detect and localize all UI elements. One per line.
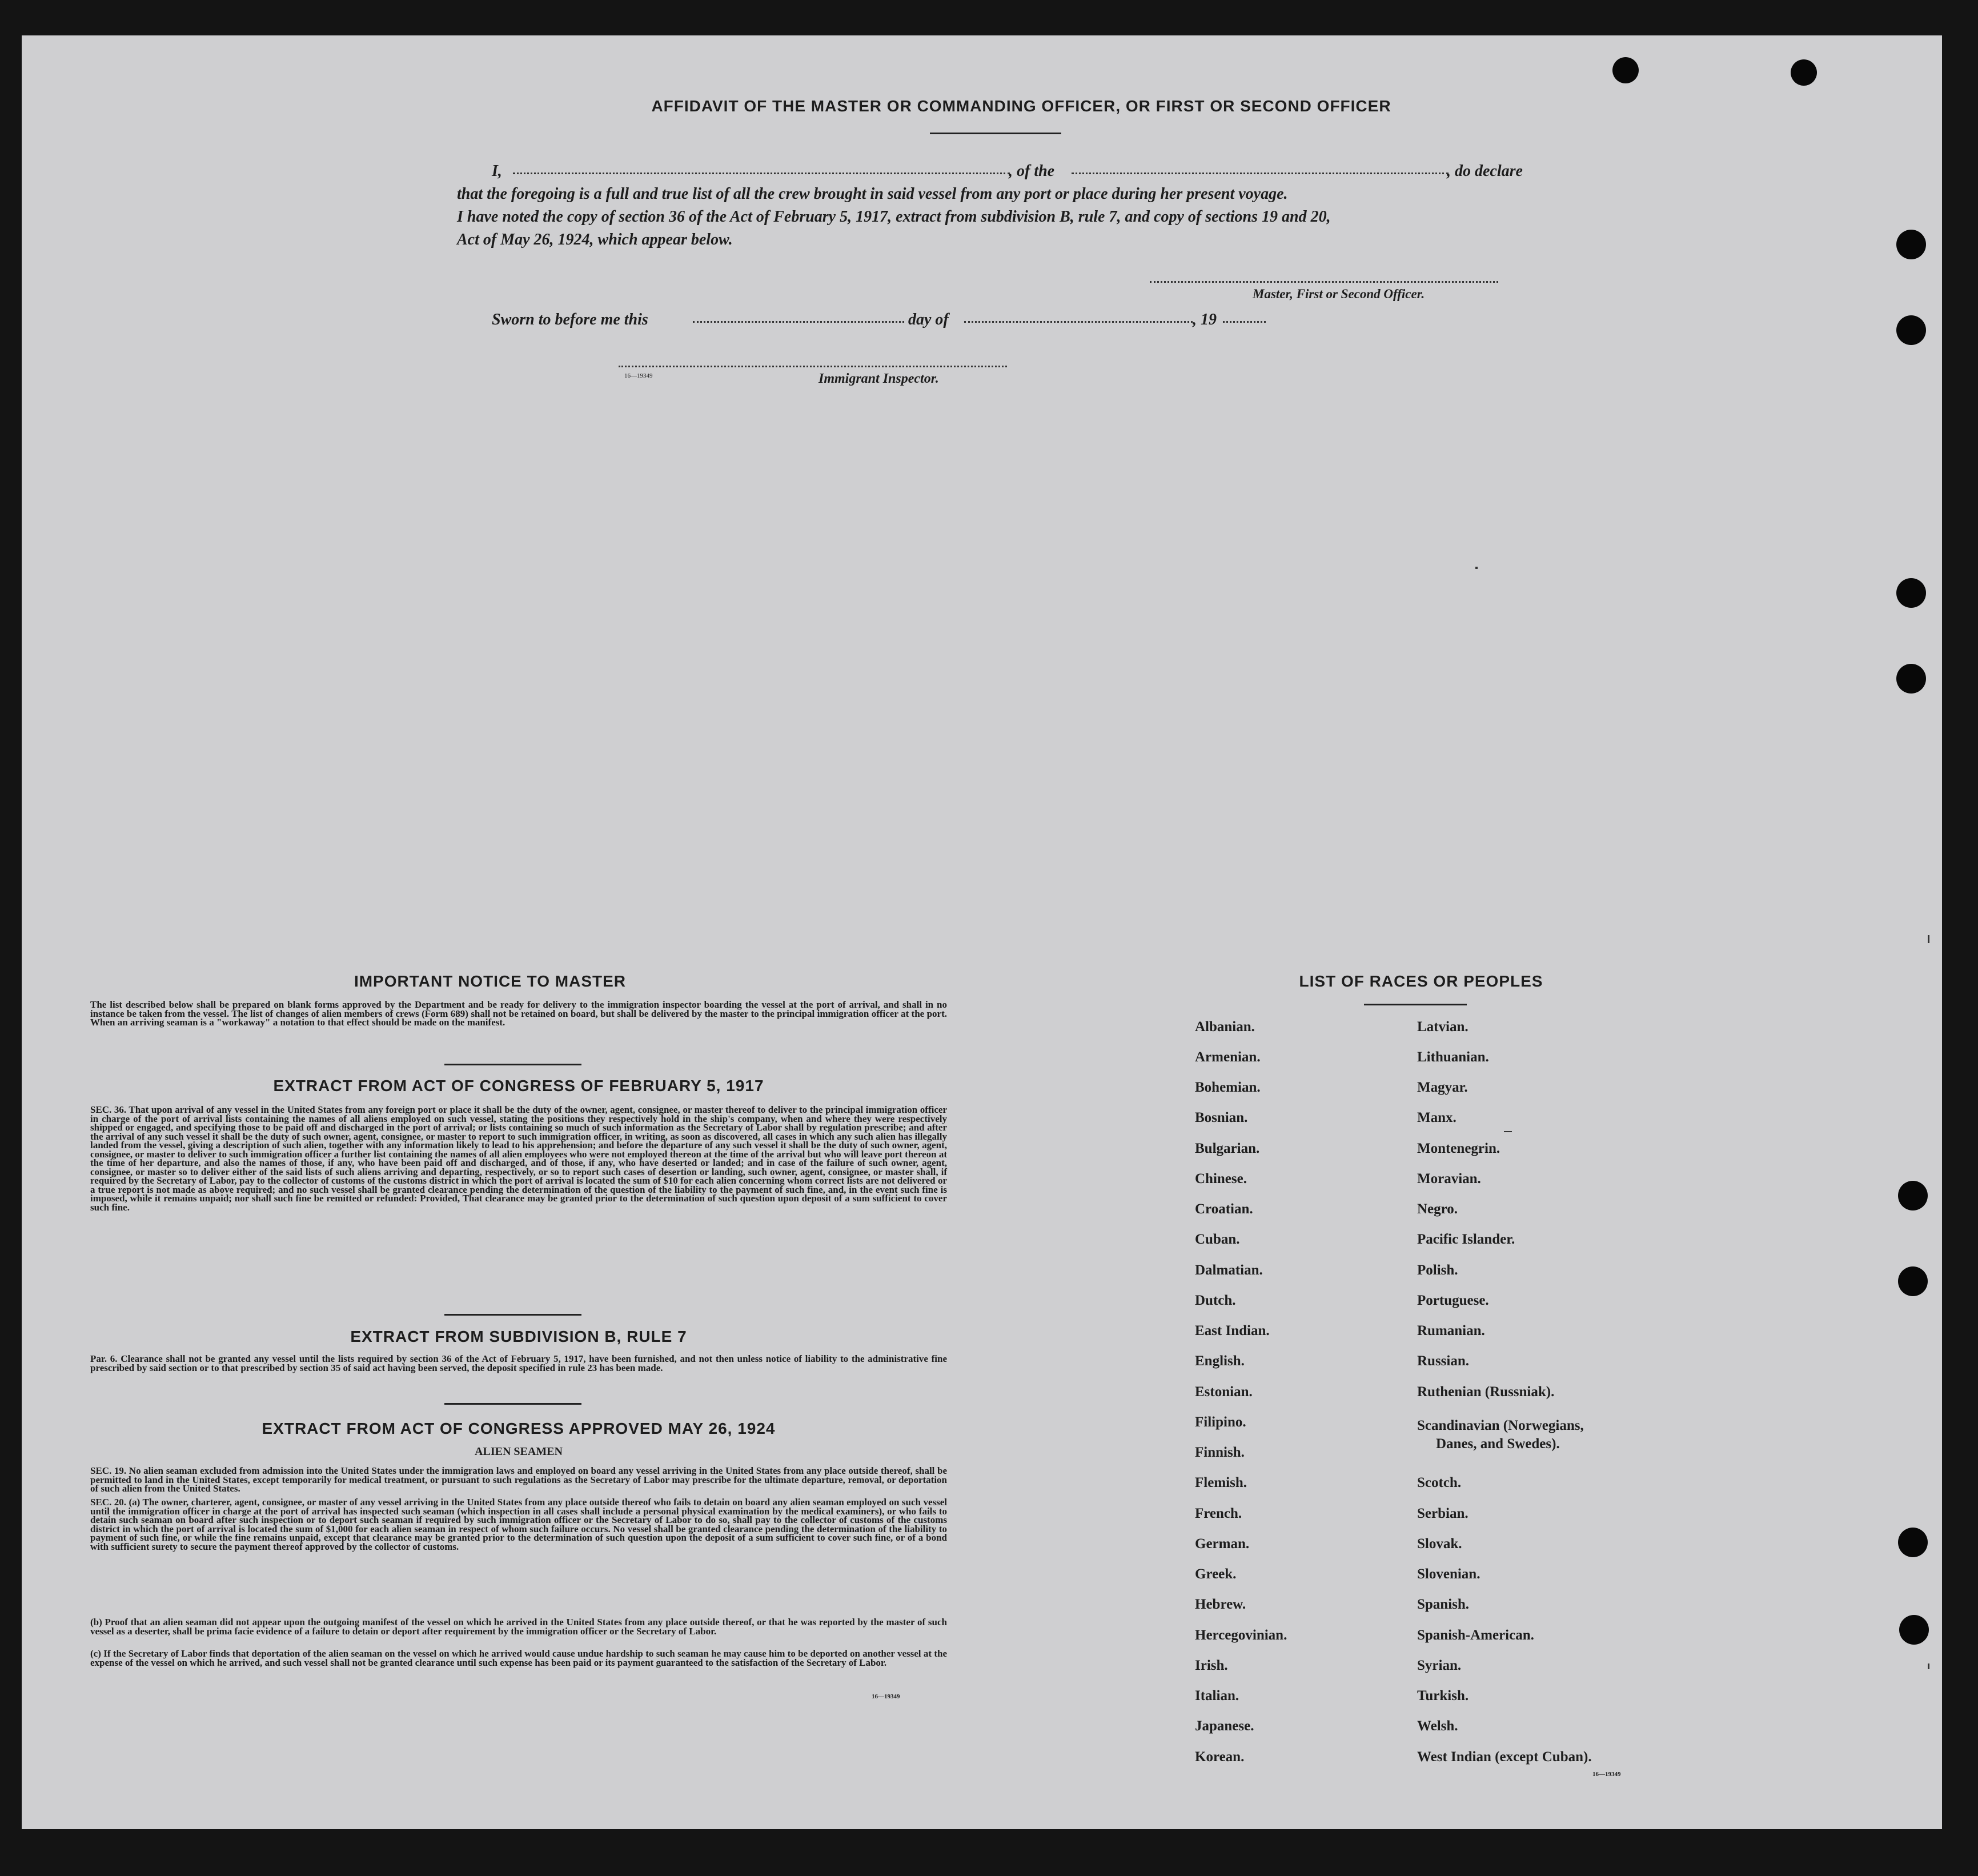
race-item: Cuban. (1195, 1232, 1240, 1247)
race-item: Slovak. (1417, 1536, 1462, 1552)
affidavit-line3: I have noted the copy of section 36 of the Act of February 5, 1917, extract from subdivision B, rule 7, and copy of sections 19 and 20, (457, 208, 1331, 226)
race-item: West Indian (except Cuban). (1417, 1749, 1592, 1765)
race-item: Spanish-American. (1417, 1628, 1534, 1643)
affidavit-line4: Act of May 26, 1924, which appear below. (457, 231, 733, 248)
race-item: Bohemian. (1195, 1080, 1261, 1095)
race-item: Spanish. (1417, 1597, 1470, 1612)
race-item: Estonian. (1195, 1384, 1253, 1400)
officer-caption: Master, First or Second Officer. (1253, 287, 1425, 301)
notice-title: IMPORTANT NOTICE TO MASTER (354, 972, 627, 990)
race-item: Hebrew. (1195, 1597, 1246, 1612)
race-item: East Indian. (1195, 1323, 1270, 1338)
race-item: Lithuanian. (1417, 1049, 1489, 1065)
month-blank (964, 321, 1193, 323)
race-item: Turkish. (1417, 1688, 1469, 1703)
scan-speck (1928, 935, 1929, 943)
punch-hole (1896, 664, 1926, 694)
day-of-text: day of (908, 311, 949, 328)
form-number: 16—19349 (872, 1693, 900, 1700)
race-item: German. (1195, 1536, 1250, 1552)
race-item: Rumanian. (1417, 1323, 1485, 1338)
race-item: Negro. (1417, 1201, 1458, 1217)
punch-hole (1899, 1615, 1929, 1645)
divider (444, 1403, 581, 1405)
race-item: Manx. (1417, 1110, 1457, 1125)
race-item: Syrian. (1417, 1658, 1462, 1673)
affidavit-declare: , do declare (1447, 162, 1523, 180)
punch-hole (1898, 1266, 1928, 1296)
race-item: Russian. (1417, 1353, 1470, 1369)
race-item: Bulgarian. (1195, 1141, 1260, 1156)
sworn-text: Sworn to before me this (492, 311, 648, 328)
notice-text: The list described below shall be prepared on blank forms approved by the Department and be ready for delivery to the immigration inspector boarding the vessel at the port of arrival, and shall in no instance be taken from the vessel. The list of changes of alien members of crews (Form 689) shall not be retained on board, but shall be delivered by the master to the principal immigration officer at the port. When an arriving seaman is a "workaway" a notation to that effect should be made on the manifest. (90, 999, 947, 1028)
sec20b-text: (b) Proof that an alien seaman did not appear upon the outgoing manifest of the vessel on which he arrived in the United States from any place outside thereof, or that he was reported by the master of such vessel as a deserter, shall be prima facie evidence of a failure to detain or deport after requirement by the immigration officer or the Secretary of Labor. (90, 1617, 947, 1637)
extract-1917-title: EXTRACT FROM ACT OF CONGRESS OF FEBRUARY 5, 1917 (273, 1077, 764, 1095)
scan-speck (1475, 567, 1478, 569)
race-item: Polish. (1417, 1262, 1458, 1278)
race-item: Armenian. (1195, 1049, 1261, 1065)
races-title: LIST OF RACES OR PEOPLES (1299, 972, 1543, 990)
name-blank (513, 173, 1010, 174)
race-item: English. (1195, 1353, 1245, 1369)
race-item: Albanian. (1195, 1019, 1255, 1035)
race-item: Croatian. (1195, 1201, 1253, 1217)
race-item: Montenegrin. (1417, 1141, 1500, 1156)
affidavit-of-the: , of the (1009, 162, 1055, 180)
race-item: Japanese. (1195, 1718, 1254, 1734)
race-item: Filipino. (1195, 1414, 1246, 1430)
divider (930, 133, 1061, 134)
form-number: 16—19349 (1592, 1771, 1621, 1778)
sec20a-text: SEC. 20. (a) The owner, charterer, agent, consignee, or master of any vessel arriving in the United States from any place outside thereof who fails to detain on board any alien seaman employed on such vessel until the immigration officer in charge at the port of arrival has inspected such seaman (which inspection in all cases shall include a personal physical examination by the medical examiners), or who fails to detain such seaman on board after such inspection or to deport such seaman if required by such immigration officer or the Secretary of Labor to do so, shall pay to the collector of customs of the customs district in which the port of arrival is located the sum of $1,000 for each alien seaman in respect of whom such failure occurs. No vessel shall be granted clearance pending the determination of the liability to payment of such fine, or while the fine remains unpaid, except that clearance may be granted prior to the determination of such question upon the deposit of a sum sufficient to cover such fine, or of a bond with sufficient surety to secure the payment thereof approved by the collector of customs. (90, 1497, 947, 1552)
vessel-blank (1072, 173, 1449, 174)
race-item: Portuguese. (1417, 1293, 1489, 1308)
race-item: Chinese. (1195, 1171, 1247, 1186)
race-item: Bosnian. (1195, 1110, 1248, 1125)
race-item: Flemish. (1195, 1475, 1247, 1490)
sec19-text: SEC. 19. No alien seaman excluded from admission into the United States under the immigration laws and employed on board any vessel arriving in the United States from any place outside thereof, shall be permitted to land in the United States, except temporarily for medical treatment, or pursuant to such regulations as the Secretary of Labor may prescribe for the ultimate departure, removal, or deportation of such alien from the United States. (90, 1465, 947, 1494)
divider (444, 1314, 581, 1316)
document-page (22, 35, 1942, 1829)
race-item: Irish. (1195, 1658, 1228, 1673)
year-prefix: , 19 (1193, 311, 1217, 328)
race-item: Serbian. (1417, 1506, 1469, 1521)
day-blank (693, 321, 904, 323)
year-blank (1223, 321, 1266, 323)
race-item: Moravian. (1417, 1171, 1481, 1186)
punch-hole (1896, 578, 1926, 608)
officer-signature-line (1150, 281, 1498, 283)
race-item: Hercegovinian. (1195, 1628, 1287, 1643)
race-item: Latvian. (1417, 1019, 1469, 1035)
race-item: Dutch. (1195, 1293, 1236, 1308)
punch-hole (1896, 230, 1926, 259)
race-item: Scotch. (1417, 1475, 1462, 1490)
race-item: Korean. (1195, 1749, 1245, 1765)
race-item: Finnish. (1195, 1445, 1245, 1460)
affidavit-line2: that the foregoing is a full and true list of all the crew brought in said vessel from any port or place during her present voyage. (457, 185, 1288, 203)
extract-1924-title: EXTRACT FROM ACT OF CONGRESS APPROVED MAY 26, 1924 (262, 1420, 776, 1437)
scan-speck (1928, 1663, 1929, 1669)
form-number: 16—19349 (624, 372, 653, 379)
extract-1917-text: SEC. 36. That upon arrival of any vessel in the United States from any foreign port or place it shall be the duty of the owner, agent, consignee, or master thereof to deliver to the principal immigration officer in charge of the port of arrival lists containing the names of all aliens employed on such vessel, stating the positions they respectively hold in the ship's company, when and where they were respectively shipped or engaged, and specifying those to be paid off and discharged in the port of arrival; or lists containing so much of such information as the Secretary of Labor shall by regulation prescribe; and after the arrival of any such vessel it shall be the duty of such owner, agent, consignee, or master to report to such immigration officer, in writing, as soon as discovered, all cases in which any such alien has illegally landed from the vessel, giving a description of such alien, together with any information likely to lead to his apprehension; and before the departure of any such vessel it shall be the duty of such owner, agent, consignee, or master to deliver to such immigration officer a further list containing the names of all alien employees who were not employed thereon at the time of the arrival but who will leave port thereon at the time of her departure, and also the names of those, if any, who have been paid off and discharged, and of those, if any, who have deserted or landed; and in case of the failure of such owner, agent, consignee, or master so to deliver either of the said lists of such aliens arriving and departing, respectively, or so to report such cases of desertion or landing, such owner, agent, consignee, or master shall, if required by the Secretary of Labor, pay to the collector of customs of the customs district in which the port of arrival is located the sum of $10 for each alien concerning whom correct lists are not delivered or a true report is not made as above required; and no such vessel shall be granted clearance pending the determination of the question of the liability to the payment of such fine, and, in the event such fine is imposed, while it remains unpaid; nor shall such fine be remitted or refunded: Provided, That clearance may be granted prior to the determination of such question upon deposit of a sum sufficient to cover such fine. (90, 1104, 947, 1213)
inspector-caption: Immigrant Inspector. (819, 371, 939, 386)
race-item: Welsh. (1417, 1718, 1458, 1734)
race-item: Pacific Islander. (1417, 1232, 1515, 1247)
race-item: French. (1195, 1506, 1242, 1521)
affidavit-title: AFFIDAVIT OF THE MASTER OR COMMANDING OFFICER, OR FIRST OR SECOND OFFICER (651, 97, 1391, 115)
race-item: Scandinavian (Norwegians, (1417, 1418, 1584, 1433)
divider (1364, 1004, 1467, 1005)
punch-hole (1898, 1181, 1928, 1210)
race-item: Ruthenian (Russniak). (1417, 1384, 1555, 1400)
race-item: Slovenian. (1417, 1566, 1481, 1582)
inspector-signature-line (619, 366, 1007, 367)
race-item: Italian. (1195, 1688, 1239, 1703)
scan-speck (1504, 1131, 1512, 1132)
race-item: Magyar. (1417, 1080, 1468, 1095)
rule7-text: Par. 6. Clearance shall not be granted any vessel until the lists required by section 36 of the Act of February 5, 1917, have been furnished, and not then unless notice of liability to the administrative fine prescribed by said section or to that prescribed by section 35 of said act having been served, the deposit specified in rule 23 has been made. (90, 1353, 947, 1373)
rule7-title: EXTRACT FROM SUBDIVISION B, RULE 7 (350, 1328, 687, 1345)
race-item: Danes, and Swedes). (1436, 1436, 1560, 1452)
extract-1924-subtitle: ALIEN SEAMEN (475, 1445, 563, 1458)
punch-hole (1896, 315, 1926, 345)
divider (444, 1064, 581, 1065)
race-item: Dalmatian. (1195, 1262, 1263, 1278)
punch-hole (1791, 59, 1817, 86)
punch-hole (1612, 57, 1639, 83)
race-item: Greek. (1195, 1566, 1237, 1582)
sec20c-text: (c) If the Secretary of Labor finds that deportation of the alien seaman on the vessel on which he arrived would cause undue hardship to such seaman he may cause him to be deported on another vessel at the expense of the vessel on which he arrived, and such vessel shall not be granted clearance until such expense has been paid or its payment guaranteed to the satisfaction of the Secretary of Labor. (90, 1648, 947, 1668)
affidavit-i: I, (492, 162, 502, 180)
punch-hole (1898, 1528, 1928, 1557)
